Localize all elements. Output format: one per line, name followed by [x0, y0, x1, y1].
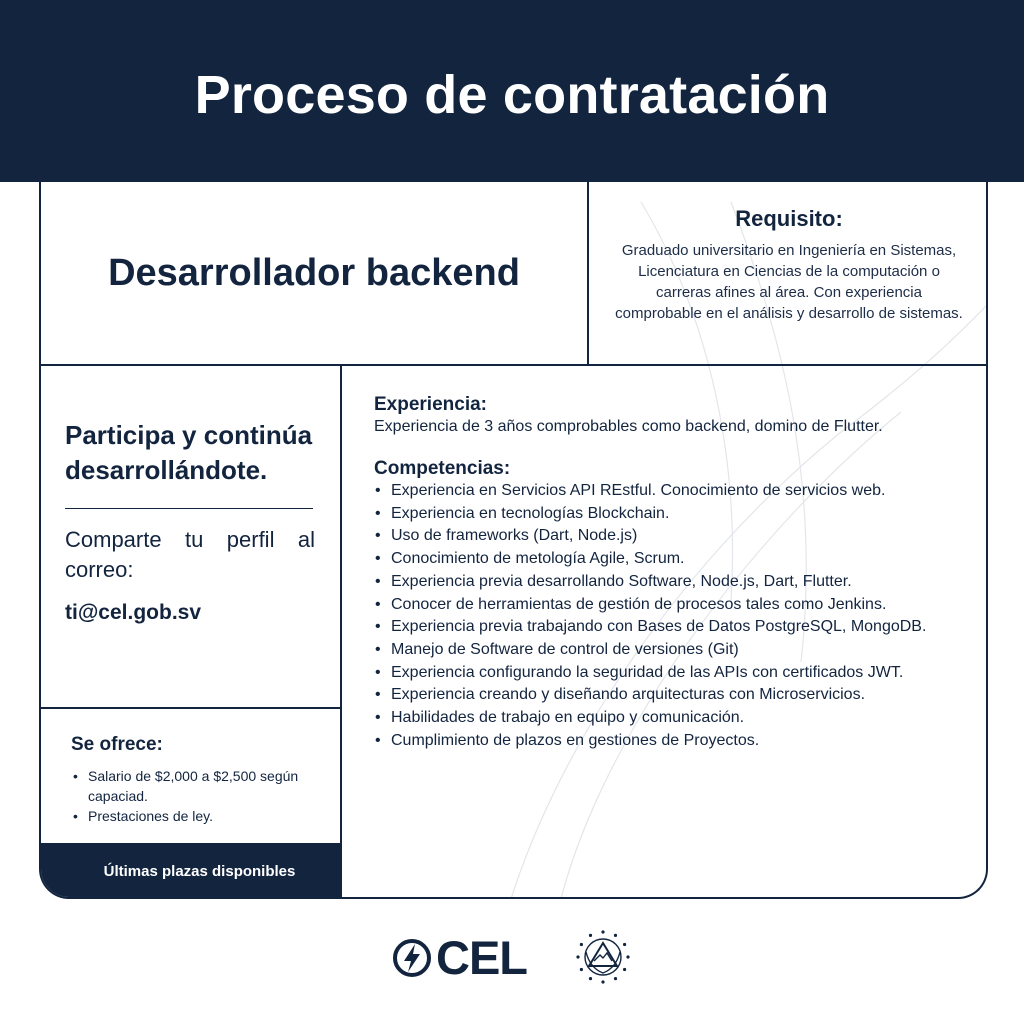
share-profile-text: Comparte tu perfil al correo: [65, 527, 315, 582]
details-panel [374, 394, 962, 752]
divider-left-panel [41, 707, 340, 709]
offer-heading: Se ofrece: [71, 734, 163, 755]
competencies-list [374, 480, 962, 752]
left-panel [65, 418, 315, 625]
divider-horizontal [41, 364, 988, 366]
offer-list [71, 766, 331, 826]
experience-heading: Experiencia: [374, 394, 487, 415]
competency-item: • Conocer de herramientas de gestión de procesos tales como Jenkins. [374, 594, 962, 617]
competency-item: • Conocimiento de metología Agile, Scrum. [374, 548, 962, 571]
page-title: Proceso de contratación [194, 65, 830, 125]
competency-item: • Manejo de Software de control de versiones (Git) [374, 639, 962, 662]
competency-item: • Habilidades de trabajo en equipo y comunicación. [374, 707, 962, 730]
logos-row [0, 918, 1024, 998]
requirement-section [589, 206, 988, 324]
requirement-heading: Requisito: [735, 206, 843, 231]
competency-item: • Experiencia previa trabajando con Bases de Datos PostgreSQL, MongoDB. [374, 616, 962, 639]
cel-logo [392, 930, 527, 985]
lightning-bolt-icon [392, 938, 432, 978]
competency-item: • Uso de frameworks (Dart, Node.js) [374, 525, 962, 548]
cel-logo-text: CEL [436, 931, 527, 984]
offer-item: • Prestaciones de ley. [71, 806, 331, 826]
experience-text: Experiencia de 3 años comprobables como backend, domino de Flutter. [374, 418, 883, 435]
competency-item: • Experiencia en tecnologías Blockchain. [374, 503, 962, 526]
competency-item: • Experiencia creando y diseñando arquitecturas con Microservicios. [374, 684, 962, 707]
competencies-heading: Competencias: [374, 458, 511, 479]
national-seal-icon [574, 928, 632, 986]
requirement-text: Graduado universitario en Ingeniería en Sistemas, Licenciatura en Ciencias de la computación o carreras afines al área. Con experiencia comprobable en el análisis y desarrollo de sistemas. [615, 242, 963, 322]
job-title: Desarrollador backend [108, 251, 520, 294]
competency-item: • Experiencia previa desarrollando Software, Node.js, Dart, Flutter. [374, 571, 962, 594]
available-positions-banner: Últimas plazas disponibles [41, 843, 340, 899]
call-to-action: Participa y continúa desarrollándote. [65, 420, 313, 485]
separator-line [65, 508, 313, 509]
competency-item: • Experiencia configurando la seguridad de las APIs con certificados JWT. [374, 662, 962, 685]
competency-item: • Cumplimiento de plazos en gestiones de Proyectos. [374, 730, 962, 753]
contact-email: ti@cel.gob.sv [65, 601, 202, 624]
divider-vertical-bottom [340, 366, 342, 899]
competency-item: • Experiencia en Servicios API REstful. Conocimiento de servicios web. [374, 480, 962, 503]
offer-section [71, 734, 331, 826]
job-card [39, 182, 988, 899]
offer-item: • Salario de $2,000 a $2,500 según capaciad. [71, 766, 331, 806]
